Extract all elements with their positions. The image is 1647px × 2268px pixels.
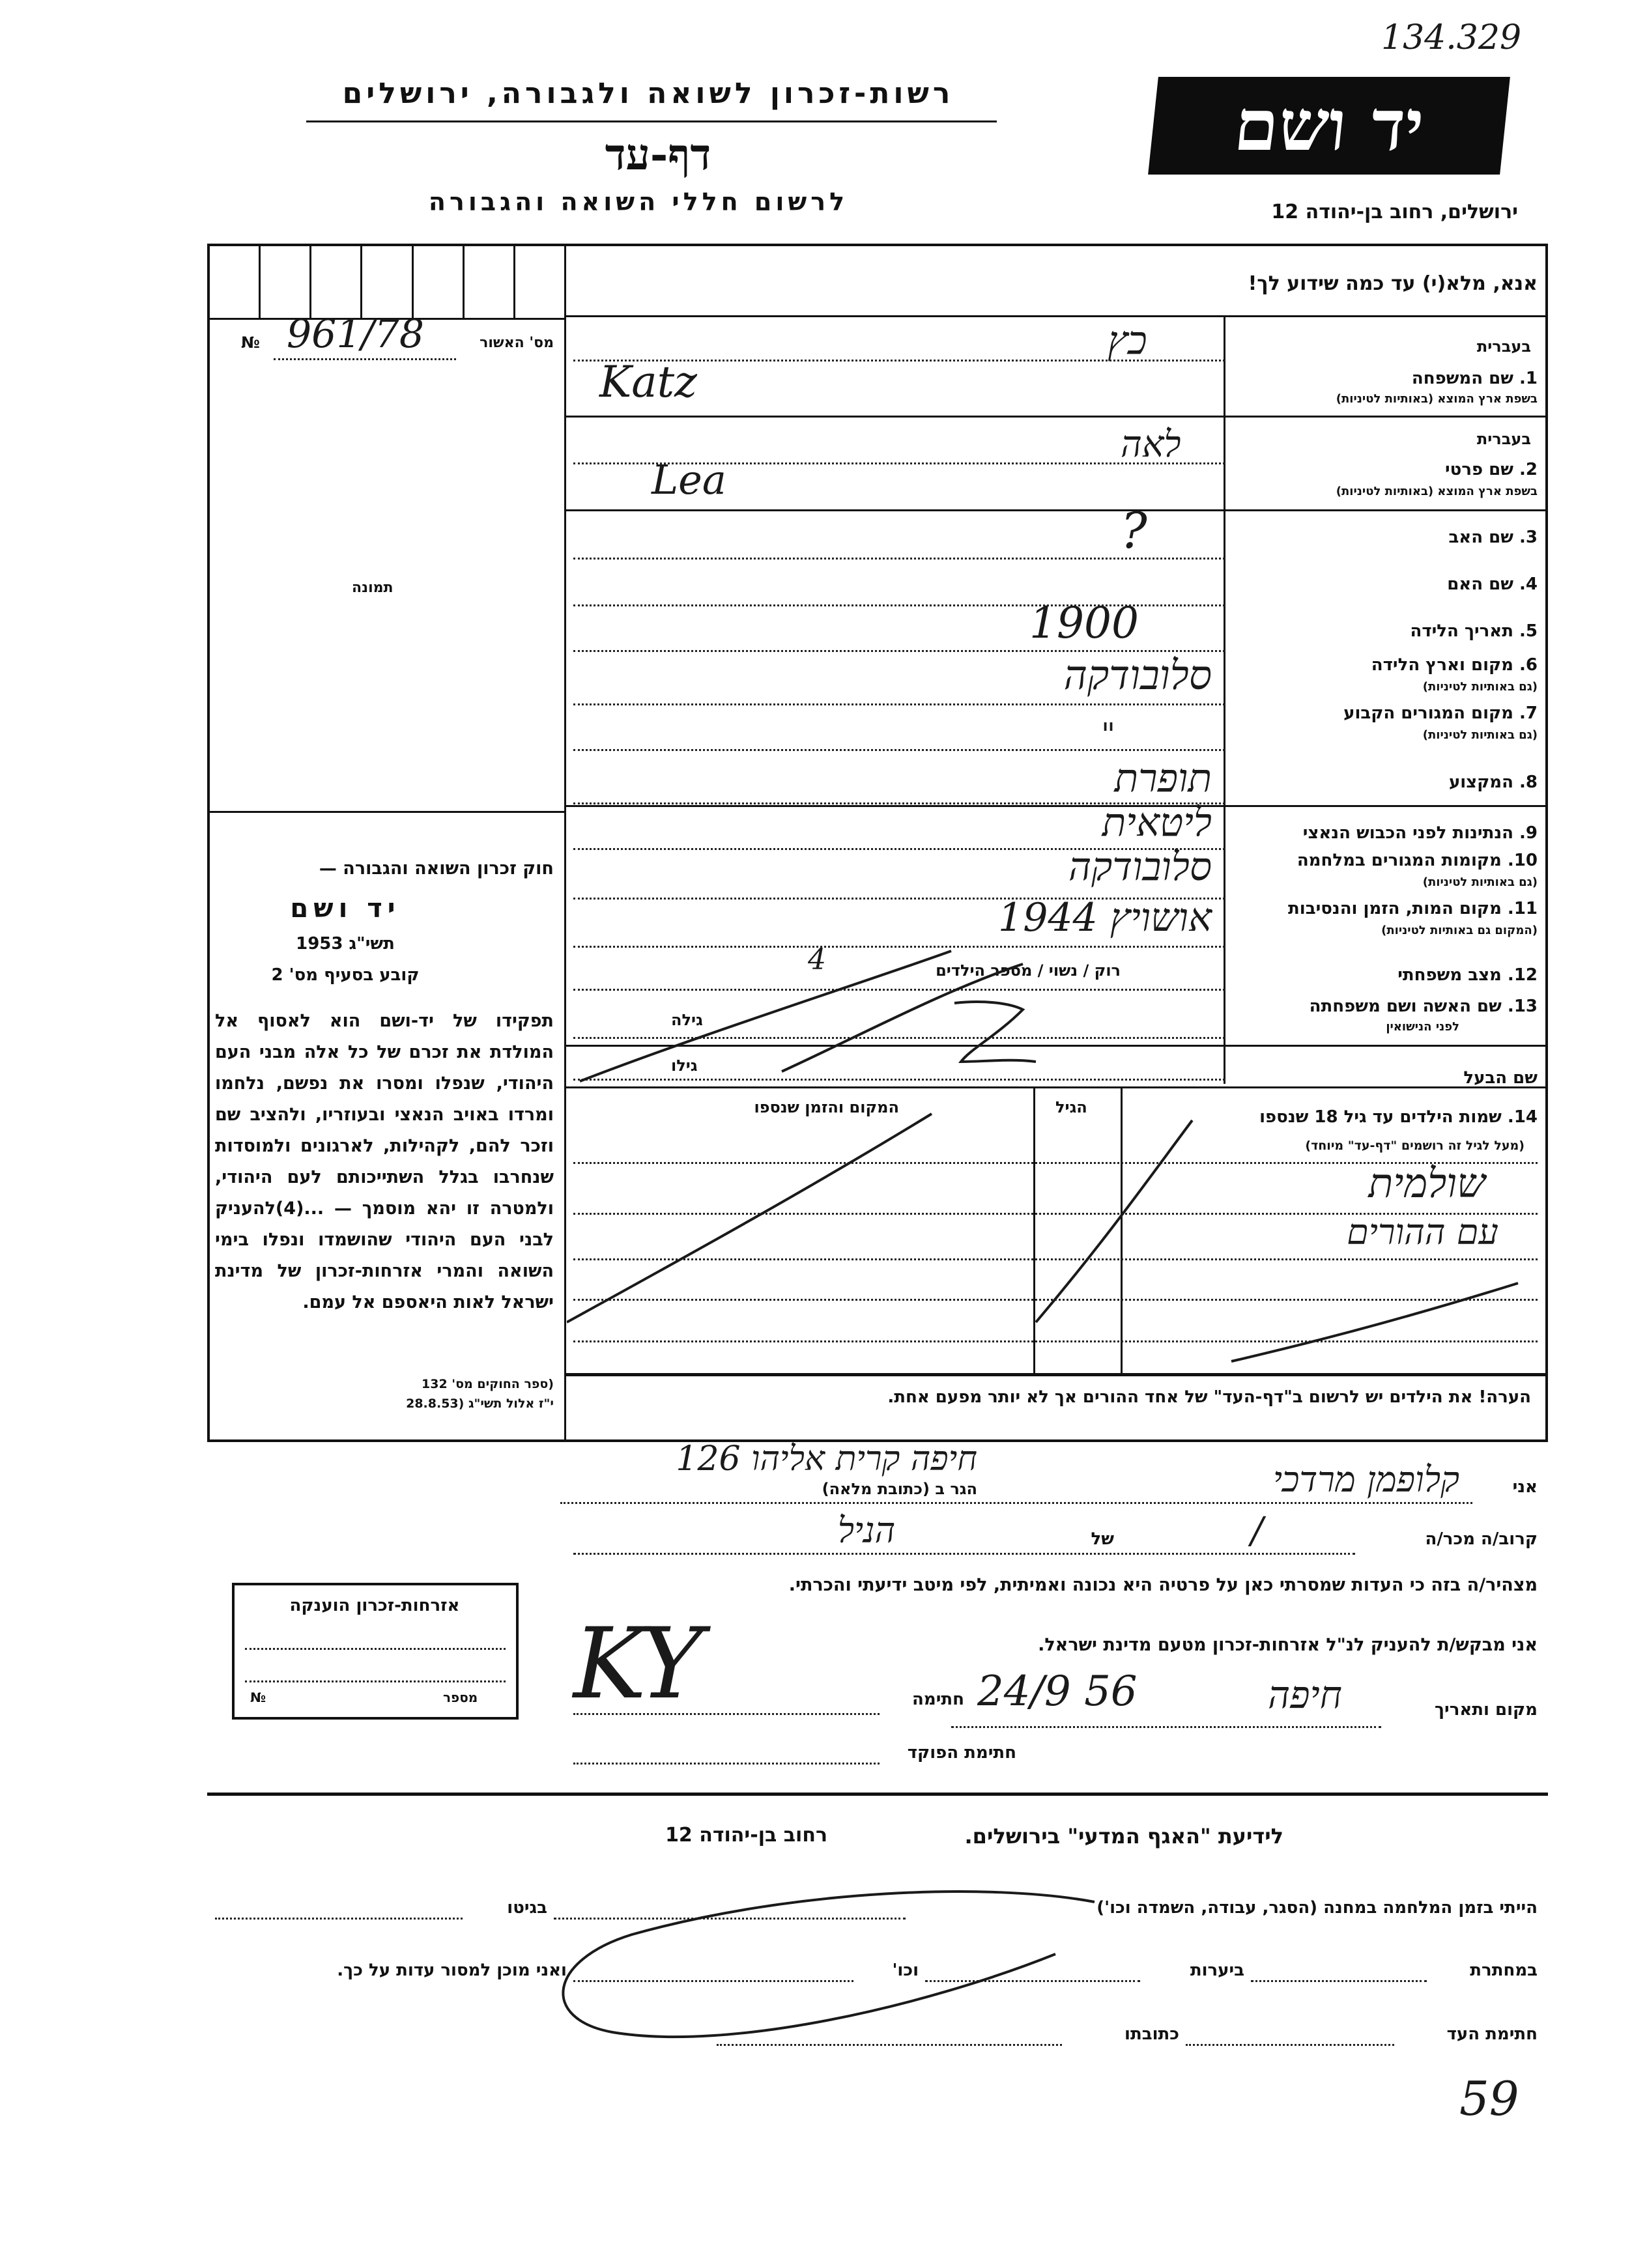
field-line-family-he: [573, 360, 1225, 361]
field-sub-wife: לפני הנישואין: [1386, 1020, 1459, 1034]
children-label: 14. שמות הילדים עד גיל 18 שנספו: [1259, 1107, 1538, 1127]
place-date-label: מקום ותאריך: [1435, 1700, 1538, 1720]
value-war-residence: סלובודקה: [1068, 844, 1212, 890]
child-name-2: עם ההורים: [1347, 1212, 1498, 1253]
field-label-father: 3. שם האב: [1448, 528, 1538, 547]
field-label-first-name: 2. שם פרטי: [1445, 460, 1538, 479]
citizenship-line-1: [245, 1648, 506, 1650]
field-line-father: [573, 558, 1225, 560]
footer-line3-a: חתימת העד: [1446, 2024, 1538, 2044]
field-label-war-residence: 10. מקומות המגורים במלחמה: [1296, 851, 1538, 870]
signature-line: [573, 1713, 880, 1715]
yad-vashem-logo: [1148, 77, 1510, 175]
witness-i-label: אני: [1512, 1477, 1538, 1497]
value-birth-date: 1900: [1029, 598, 1139, 648]
field-label-residence: 7. מקום המגורים הקבוע: [1343, 703, 1538, 723]
child-name-1: שולמית: [1368, 1159, 1485, 1207]
footer-line3-b: כתובתו: [1124, 2024, 1179, 2044]
footer-line3-dots-a: [1186, 2044, 1394, 2046]
form-title: דף-עד: [605, 129, 711, 180]
wife-age-label: גילה: [671, 1011, 703, 1029]
witness-name-line: [560, 1502, 1472, 1504]
note-text: הערה! את הילדים יש לרשום ב"דף-העד" של אחד ההורים אך לא יותר מפעם אחת.: [887, 1387, 1531, 1407]
value-children-count: 4: [808, 943, 826, 976]
witness-signature: KY: [573, 1608, 698, 1721]
field-label-wife: 13. שם האשה ושם משפחתה: [1309, 997, 1538, 1016]
citizenship-line-2: [245, 1680, 506, 1682]
law-text: תפקידו של יד-ושם הוא לאסוף אל המולדת את זכרם של כל אלה מבני העם היהודי, שנפלו ומסרו את נפשם, נלחמו ומרדו באויב הנאצי ובעוזריו, ולהציב שם וזכר להם, לקהילות, לארגונים ולמוסדות שנחרבו בגלל השתייכותם לעם היהודי, ולמטרה זו יהא מוסמך — ...(4)להעניק לבני העם היהודי שהושמדו ונפלו בימי השואה והמרי אזרחות-זכרון של מדינת ישראל לאות היאספם אל עמם.: [215, 1011, 554, 1312]
field-sub-residence: (גם באותיות לטיניות): [1422, 728, 1538, 742]
field-label-profession: 8. המקצוע: [1448, 773, 1538, 792]
citizenship-number-label: מספר: [443, 1690, 478, 1705]
field-label-nationality: 9. הנתינות לפני הכבוש הנאצי: [1302, 823, 1538, 843]
footer-divider: [207, 1793, 1548, 1796]
value-birth-place: סלובודקה: [1063, 651, 1212, 699]
in-hebrew-label-2: בעברית: [1476, 430, 1531, 448]
authority-name: רשות-זכרון לשואה ולגבורה, ירושלים: [342, 77, 954, 110]
note-divider: [564, 1373, 1548, 1376]
field-label-family-name: 1. שם המשפחה: [1411, 369, 1538, 388]
law-ref-1: (ספר החוקים מס' 132: [422, 1377, 554, 1391]
value-nationality: ליטאית: [1102, 800, 1212, 845]
left-column-divider: [564, 244, 566, 1442]
field-divider-2: [564, 509, 1548, 511]
footer-line2-b: ביערות: [1190, 1961, 1244, 1980]
officer-signature-label: חתימת הפוקד: [907, 1743, 1016, 1763]
value-family-name-he: כץ: [1108, 318, 1147, 363]
field-label-birth-date: 5. תאריך הלידה: [1410, 621, 1538, 641]
field-sub-death: (המקום גם באותיות לטיניות): [1381, 924, 1538, 937]
law-title: חוק זכרון השואה והגבורה —: [319, 858, 554, 879]
place-date-line: [951, 1726, 1381, 1728]
footer-line2-dots-a: [1251, 1980, 1427, 1982]
law-section: קובע בסעיף מס' 2: [271, 965, 420, 985]
value-profession: תופרת: [1114, 756, 1212, 801]
authority-underline: [306, 120, 997, 122]
field-sub-birth-place: (גם באותיות לטיניות): [1422, 680, 1538, 694]
handwritten-strokes-children: [567, 1107, 1544, 1381]
officer-signature-line: [573, 1763, 880, 1765]
witness-name: קלופמן מרדכי: [1272, 1459, 1459, 1500]
field-line-birth-place: [573, 703, 1225, 705]
handwritten-strokes-upper: [567, 938, 1225, 1088]
witness-relative-line: [573, 1553, 1355, 1555]
office-boxes: [210, 246, 564, 318]
signature-label: חתימה: [912, 1690, 964, 1709]
approval-line: [274, 358, 456, 360]
witness-of-label: של: [1091, 1529, 1114, 1549]
field-label-mother: 4. שם האם: [1447, 574, 1538, 594]
husband-age-label: גילו: [671, 1056, 698, 1075]
field-sub-first-name: בשפת ארץ המוצא (באותיות לטיניות): [1336, 485, 1538, 498]
field-label-family-status: 12. מצב משפחתי: [1397, 965, 1538, 985]
approval-no-sign: №: [241, 333, 260, 352]
value-father: ?: [1121, 502, 1147, 560]
instruction-row-divider: [564, 315, 1548, 317]
children-place-col: המקום והזמן שנספו: [754, 1098, 899, 1116]
witness-relative-label: קרוב/ה מכר/ה: [1425, 1529, 1538, 1549]
field-divider-1: [564, 416, 1548, 418]
footer-line1-a: הייתי בזמן המלחמה במחנה (הסגר, עבודה, השמדה וכו'): [1096, 1898, 1538, 1918]
field-label-birth-place: 6. מקום וארץ הלידה: [1371, 655, 1538, 675]
logo-text: יד ושם: [1230, 84, 1428, 167]
value-family-name-latin: Katz: [599, 357, 697, 407]
handwritten-loop-footer: [534, 1876, 1121, 2071]
photo-label: תמונה: [352, 580, 394, 596]
footer-line2-c: וכו': [892, 1961, 919, 1980]
witness-relation-mark: /: [1251, 1510, 1263, 1552]
field-sub-war-residence: (גם באותיות לטיניות): [1422, 875, 1538, 889]
header-address: ירושלים, רחוב בן-יהודה 12: [1271, 201, 1518, 223]
citizenship-number-sign: №: [250, 1690, 266, 1705]
footer-title: לידיעת "האגף המדעי" בירושלים.: [964, 1824, 1283, 1849]
field-label-husband: שם הבעל: [1463, 1068, 1538, 1088]
witness-declaration: מצהיר/ה בזה כי העדות שמסרתי כאן על פרטיה היא נכונה ואמיתית, לפי מיטב ידיעתי והכרתי.: [788, 1575, 1538, 1595]
citizenship-box-title: אזרחות-זכרון הוענקה: [289, 1596, 460, 1615]
field-line-first-he: [573, 462, 1225, 464]
page-number: 59: [1459, 2071, 1519, 2126]
law-year: תשי"ג 1953: [296, 934, 395, 954]
instruction-text: אנא, מלא(י) עד כמה שידוע לך!: [1248, 272, 1538, 295]
approval-value: 961/78: [287, 311, 425, 357]
footer-line1-b: בגיטו: [507, 1898, 547, 1918]
children-sub: (מעל לגיל זה רושמים "דף-עד" מיוחד): [1305, 1139, 1525, 1153]
footer-line2-a: במחתרת: [1470, 1961, 1538, 1980]
value-death: אושויץ 1944: [998, 895, 1212, 941]
field-label-death: 11. מקום המות, הזמן והנסיבות: [1288, 899, 1538, 918]
witness-of-value: הניל: [837, 1510, 896, 1551]
photo-area-bottom: [207, 811, 564, 813]
witness-request: אני מבקש/ת להעניק לנ"ל אזרחות-זכרון מטעם מדינת ישראל.: [1038, 1635, 1538, 1655]
family-status-options: רוק / נשוי / מספר הילדים: [936, 961, 1121, 980]
footer-line2-d: ואני מוכן למסור עדות על כך.: [337, 1961, 567, 1980]
approval-label: מס' האשור: [480, 335, 554, 351]
archive-number: 134.329: [1381, 18, 1522, 57]
footer-address: רחוב בן-יהודה 12: [665, 1824, 827, 1847]
footer-line1-dots-b: [215, 1918, 463, 1920]
in-hebrew-label-1: בעברית: [1476, 337, 1531, 356]
field-sub-family-name: בשפת ארץ המוצא (באותיות לטיניות): [1336, 392, 1538, 406]
children-age-col: הגיל: [1055, 1098, 1087, 1116]
law-name: יד ושם: [290, 894, 401, 924]
value-first-name-he: לאה: [1121, 423, 1181, 466]
value-first-name-latin: Lea: [652, 456, 726, 503]
witness-address-label: הגר ב (כתובת מלאה): [822, 1480, 977, 1498]
date-value: 24/9 56: [977, 1667, 1138, 1716]
witness-address: חיפה קרית אליהו 126: [676, 1439, 977, 1479]
form-subtitle: לרשום חללי השואה והגבורה: [428, 188, 849, 216]
field-line-residence: [573, 749, 1225, 751]
value-residence: ": [1101, 716, 1116, 753]
place-value: חיפה: [1268, 1673, 1342, 1717]
law-ref-2: י"ז אלול תשי"ג (28.8.53: [406, 1396, 554, 1411]
